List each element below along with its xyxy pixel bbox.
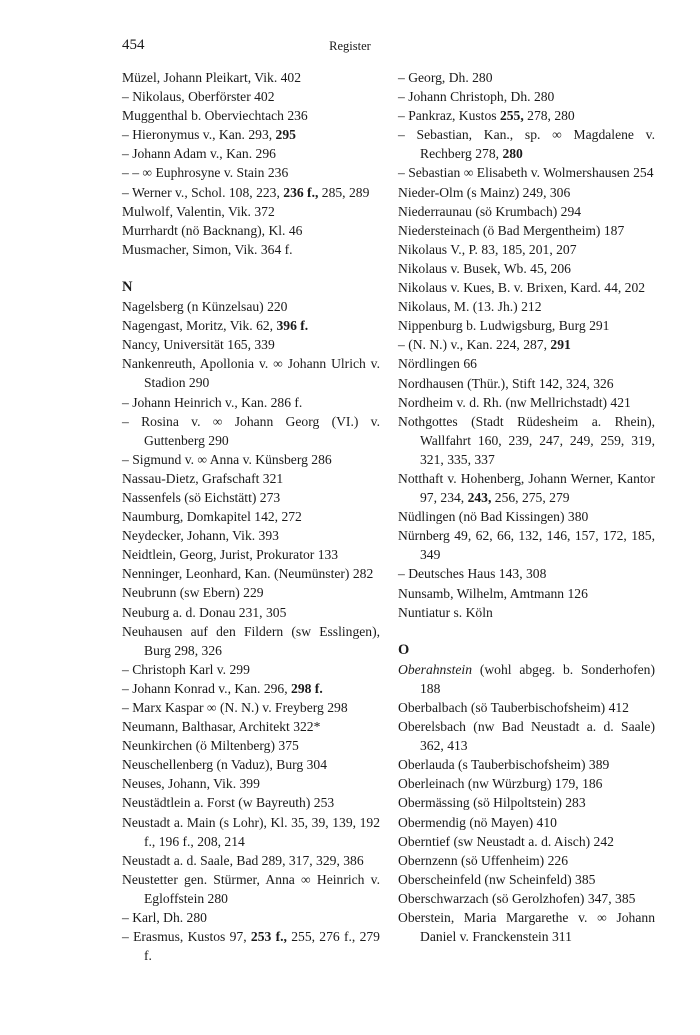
index-entry: – Johann Adam v., Kan. 296	[122, 146, 276, 162]
page-number: 454	[122, 37, 145, 53]
index-entry: Neumann, Balthasar, Architekt 322*	[122, 719, 321, 735]
index-entry: Naumburg, Domkapitel 142, 272	[122, 509, 302, 525]
index-entry: Nikolaus v. Kues, B. v. Brixen, Kard. 44, 202	[398, 280, 646, 296]
index-entry: Mulwolf, Valentin, Vik. 372	[122, 203, 275, 219]
index-entry: Oberbalbach (sö Tauberbischofsheim) 412	[398, 700, 629, 715]
index-entry: Notthaft v. Hohenberg, Johann Werner, Kantor 97, 234, 243, 256, 275, 279	[398, 470, 655, 506]
index-entry: Oberelsbach (nw Bad Neustadt a. d. Saale) 362, 413	[398, 719, 655, 754]
index-entry: Niedersteinach (ö Bad Mergentheim) 187	[398, 222, 625, 238]
index-entry: – Erasmus, Kustos 97, 253 f., 255, 276 f., 279 f.	[122, 929, 380, 964]
index-entry: – Georg, Dh. 280	[398, 70, 493, 85]
index-column-right	[398, 68, 655, 946]
index-entry: Neustadt a. Main (s Lohr), Kl. 35, 39, 139, 192 f., 196 f., 208, 214	[122, 814, 380, 849]
index-entry: – Sigmund v. ∞ Anna v. Künsberg 286	[122, 451, 332, 467]
index-entry: Neuhausen auf den Fildern (sw Esslingen), Burg 298, 326	[122, 623, 380, 658]
index-entry: Nagelsberg (n Künzelsau) 220	[122, 299, 288, 315]
index-entry: Nordhausen (Thür.), Stift 142, 324, 326	[398, 375, 614, 391]
index-entry: – (N. N.) v., Kan. 224, 287, 291	[398, 337, 571, 353]
index-entry: Nankenreuth, Apollonia v. ∞ Johann Ulrich v. Stadion 290	[122, 356, 380, 391]
index-entry: – Deutsches Haus 143, 308	[398, 566, 547, 582]
running-title: Register	[329, 39, 371, 53]
index-entry: – Nikolaus, Oberförster 402	[122, 89, 275, 105]
index-entry: Nikolaus V., P. 83, 185, 201, 207	[398, 241, 577, 257]
index-entry: Oberschwarzach (sö Gerolzhofen) 347, 385	[398, 890, 636, 906]
index-entry: – Johann Christoph, Dh. 280	[398, 89, 555, 105]
index-entry: Neustadt a. d. Saale, Bad 289, 317, 329, 386	[122, 852, 364, 868]
index-entry: Neidtlein, Georg, Jurist, Prokurator 133	[122, 547, 339, 563]
index-entry: Nikolaus, M. (13. Jh.) 212	[398, 299, 542, 315]
index-entry: – – ∞ Euphrosyne v. Stain 236	[122, 165, 289, 181]
index-entry: Nuntiatur s. Köln	[398, 604, 493, 620]
index-entry: – Johann Heinrich v., Kan. 286 f.	[122, 394, 303, 410]
section-letter: N	[122, 278, 133, 295]
index-entry: Neuburg a. d. Donau 231, 305	[122, 604, 287, 620]
index-entry: Nothgottes (Stadt Rüdesheim a. Rhein), Wallfahrt 160, 239, 247, 249, 259, 319, 321, 335, 337	[398, 413, 655, 467]
index-entry: Niederraunau (sö Krumbach) 294	[398, 203, 582, 219]
index-entry: – Hieronymus v., Kan. 293, 295	[122, 127, 296, 143]
index-entry: Müzel, Johann Pleikart, Vik. 402	[122, 70, 302, 85]
index-entry: Muggenthal b. Oberviechtach 236	[122, 108, 308, 124]
index-entry: Nassenfels (sö Eichstätt) 273	[122, 489, 281, 505]
index-entry: Nenninger, Leonhard, Kan. (Neumünster) 282	[122, 566, 374, 582]
index-entry: Nürnberg 49, 62, 66, 132, 146, 157, 172, 185, 349	[398, 528, 655, 563]
index-entry: – Sebastian ∞ Elisabeth v. Wolmershausen 254	[398, 165, 654, 181]
index-entry: Nancy, Universität 165, 339	[122, 337, 275, 353]
index-column-left	[122, 68, 380, 965]
index-entry: Oberlauda (s Tauberbischofsheim) 389	[398, 757, 610, 773]
index-entry: Nagengast, Moritz, Vik. 62, 396 f.	[122, 318, 309, 334]
index-entry: Nieder-Olm (s Mainz) 249, 306	[398, 184, 571, 200]
index-entry: Oberahnstein (wohl abgeg. b. Sonderhofen) 188	[398, 661, 655, 696]
index-entry: Neustetter gen. Stürmer, Anna ∞ Heinrich v. Egloffstein 280	[122, 871, 380, 906]
index-entry: Nassau-Dietz, Grafschaft 321	[122, 470, 284, 486]
index-entry: Nordheim v. d. Rh. (nw Mellrichstadt) 421	[398, 394, 631, 410]
section-letter: O	[398, 641, 410, 658]
index-entry: – Karl, Dh. 280	[122, 910, 207, 926]
index-entry: Nippenburg b. Ludwigsburg, Burg 291	[398, 318, 610, 334]
index-entry: Nördlingen 66	[398, 356, 477, 372]
index-entry: – Rosina v. ∞ Johann Georg (VI.) v. Guttenberg 290	[122, 413, 380, 448]
index-entry: – Johann Konrad v., Kan. 296, 298 f.	[122, 680, 323, 696]
index-entry: – Christoph Karl v. 299	[122, 661, 250, 677]
index-entry: Oberleinach (nw Würzburg) 179, 186	[398, 776, 603, 792]
index-entry: Obernzenn (sö Uffenheim) 226	[398, 852, 568, 868]
index-entry: Nikolaus v. Busek, Wb. 45, 206	[398, 260, 571, 276]
section-gap	[398, 622, 655, 641]
section-gap	[122, 259, 380, 278]
index-entry: Neubrunn (sw Ebern) 229	[122, 585, 264, 601]
index-entry: Neunkirchen (ö Miltenberg) 375	[122, 738, 299, 754]
index-entry: Neustädtlein a. Forst (w Bayreuth) 253	[122, 795, 335, 811]
index-entry: Oberntief (sw Neustadt a. d. Aisch) 242	[398, 833, 614, 849]
index-entry: Neydecker, Johann, Vik. 393	[122, 528, 279, 544]
index-entry: – Pankraz, Kustos 255, 278, 280	[398, 108, 575, 124]
index-entry: Murrhardt (nö Backnang), Kl. 46	[122, 222, 303, 238]
index-entry: – Marx Kaspar ∞ (N. N.) v. Freyberg 298	[122, 700, 348, 715]
index-entry: Neuschellenberg (n Vaduz), Burg 304	[122, 757, 327, 773]
index-entry: Obermendig (nö Mayen) 410	[398, 814, 557, 830]
index-entry: Musmacher, Simon, Vik. 364 f.	[122, 241, 293, 257]
index-entry: Oberstein, Maria Margarethe v. ∞ Johann Daniel v. Franckenstein 311	[398, 910, 655, 945]
index-entry: Nunsamb, Wilhelm, Amtmann 126	[398, 585, 588, 601]
index-entry: Oberscheinfeld (nw Scheinfeld) 385	[398, 871, 596, 887]
index-entry: Nüdlingen (nö Bad Kissingen) 380	[398, 509, 589, 525]
index-entry: – Werner v., Schol. 108, 223, 236 f., 285, 289	[122, 184, 370, 200]
index-entry: Obermässing (sö Hilpoltstein) 283	[398, 795, 586, 811]
index-entry: – Sebastian, Kan., sp. ∞ Magdalene v. Rechberg 278, 280	[398, 127, 655, 162]
index-entry: Neuses, Johann, Vik. 399	[122, 776, 260, 792]
